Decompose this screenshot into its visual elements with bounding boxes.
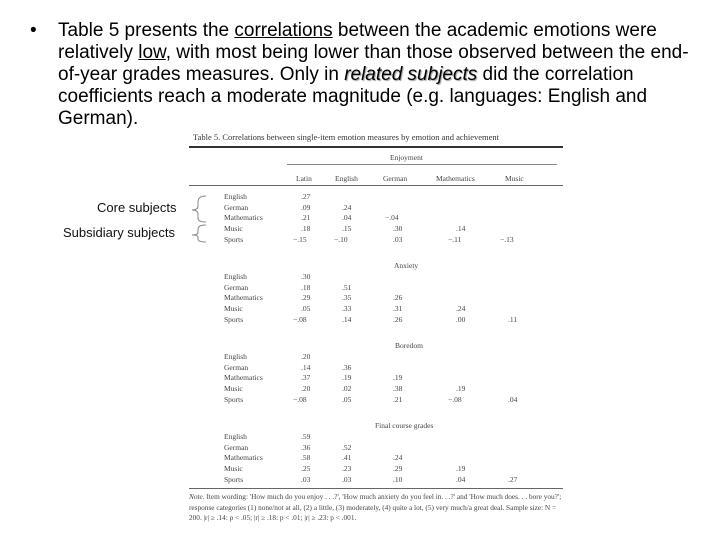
table-note-text: Item wording: 'How much do you enjoy . . .?', 'How much anxiety do you feel in. . .?' and 'How much does. . . bore you?'; response categories (1) none/not at all, (2) a little, (3) moderately, (4) quite a lot, (5) very much/a great deal. Sample size: N = 200. |r| ≥ .14: p < .05; |r| ≥ .18: p < .01; |r| ≥ .23: p < .001.: [189, 492, 562, 523]
table-cell: .20: [301, 384, 311, 394]
table-cell: .03: [301, 474, 311, 484]
table-cell: .29: [301, 293, 311, 303]
table-cell: −.15: [293, 234, 307, 244]
table-cell: .02: [342, 384, 352, 394]
table-caption-label: Table 5.: [193, 132, 221, 142]
table-cell: −.08: [293, 314, 307, 324]
table-cell: .05: [342, 394, 352, 404]
table-cell: .23: [342, 464, 352, 474]
row-label: Sports: [224, 394, 244, 404]
table-cell: .03: [342, 474, 352, 484]
text-related-subjects: related subjects: [344, 64, 478, 85]
table-cell: .21: [301, 213, 311, 223]
table-cell: .18: [301, 224, 311, 234]
table-cell: .19: [456, 464, 466, 474]
bullet-point: [30, 20, 700, 130]
table-cell: .04: [342, 213, 352, 223]
text-part-7: did the correlation coefficients reach a moderate magnitude (e.g. languages: English and German).: [58, 64, 648, 129]
row-label: Music: [224, 464, 243, 474]
table-cell: −.04: [385, 213, 399, 223]
table-cell: .21: [393, 394, 403, 404]
table-bottom-rule: [189, 488, 563, 489]
table-cell: −.08: [293, 394, 307, 404]
table-cell: .25: [301, 464, 311, 474]
table-cell: .24: [342, 202, 352, 212]
table-cell: −.11: [448, 234, 462, 244]
row-label: Mathematics: [224, 373, 263, 383]
table-cell: .29: [393, 464, 403, 474]
row-label: Mathematics: [224, 293, 263, 303]
table-cell: .03: [393, 234, 403, 244]
table-cell: .19: [393, 373, 403, 383]
row-label: Music: [224, 304, 243, 314]
table-cell: .27: [508, 474, 518, 484]
table-cell: .11: [508, 314, 518, 324]
col-head-latin: Latin: [296, 174, 312, 183]
subsidiary-subjects-label: Subsidiary subjects: [63, 225, 175, 240]
table-cell: .14: [342, 314, 352, 324]
table-cell: .31: [393, 304, 403, 314]
col-head-mathematics: Mathematics: [436, 174, 475, 183]
table-cell: .58: [301, 453, 311, 463]
table-cell: .35: [342, 293, 352, 303]
table-cell: .04: [456, 474, 466, 484]
text-low: low: [138, 42, 166, 63]
table-cell: .24: [456, 304, 466, 314]
table-cell: −.08: [448, 394, 462, 404]
table-top-rule: [189, 146, 563, 148]
row-label: Music: [224, 384, 243, 394]
correlation-table: [189, 130, 563, 540]
row-label: German: [224, 362, 249, 372]
core-subjects-label: Core subjects: [97, 200, 177, 215]
table-cell: .19: [342, 373, 352, 383]
text-part-1: Table 5 presents the: [58, 20, 235, 41]
row-label: German: [224, 442, 249, 452]
row-label: English: [224, 352, 247, 361]
section-title-anxiety: Anxiety: [394, 261, 419, 270]
header-rule: [287, 164, 557, 165]
table-cell: .52: [342, 442, 352, 452]
table-cell: .51: [342, 282, 352, 292]
text-part-3: between the academic emotions were relatively: [58, 20, 657, 63]
table-cell: .30: [301, 272, 311, 281]
table-cell: .14: [456, 224, 466, 234]
row-label: German: [224, 202, 249, 212]
row-label: Sports: [224, 234, 244, 244]
row-label: Sports: [224, 474, 244, 484]
text-correlations: correlations: [234, 20, 333, 41]
row-label: English: [224, 192, 247, 201]
table-cell: .37: [301, 373, 311, 383]
row-label: English: [224, 432, 247, 441]
table-caption: [193, 132, 499, 142]
table-cell: .26: [393, 314, 403, 324]
table-cell: .10: [393, 474, 403, 484]
table-cell: .24: [393, 453, 403, 463]
row-label: German: [224, 282, 249, 292]
table-note: [189, 492, 563, 524]
table-caption-text: Correlations between single-item emotion measures by emotion and achievement: [222, 132, 500, 142]
section-title-enjoyment: Enjoyment: [390, 153, 423, 162]
row-label: Sports: [224, 314, 244, 324]
table-cell: .14: [301, 362, 311, 372]
row-label: Music: [224, 224, 243, 234]
table-cell: .05: [301, 304, 311, 314]
column-rule: [189, 185, 563, 186]
table-cell: .41: [342, 453, 352, 463]
table-cell: .15: [342, 224, 352, 234]
table-cell: .18: [301, 282, 311, 292]
table-cell: .04: [508, 394, 518, 404]
table-cell: .36: [342, 362, 352, 372]
bullet-text: [58, 20, 700, 130]
table-cell: .19: [456, 384, 466, 394]
text-part-5: , with most being lower than those observed between the end-of-year grades measures. Only in: [58, 42, 689, 85]
table-note-label: Note.: [189, 492, 205, 501]
table-cell: .33: [342, 304, 352, 314]
bullet-dot: •: [30, 20, 37, 41]
section-title-final-course-grades: Final course grades: [375, 421, 434, 430]
col-head-music: Music: [505, 174, 524, 183]
table-cell: .36: [301, 442, 311, 452]
table-cell: −.13: [500, 234, 514, 244]
row-label: Mathematics: [224, 453, 263, 463]
table-cell: .20: [301, 352, 311, 361]
col-head-english: English: [335, 174, 358, 183]
table-cell: .00: [456, 314, 466, 324]
table-cell: .30: [393, 224, 403, 234]
col-head-german: German: [383, 174, 408, 183]
section-title-boredom: Boredom: [395, 341, 423, 350]
table-cell: .59: [301, 432, 311, 441]
table-cell: .09: [301, 202, 311, 212]
table-cell: .26: [393, 293, 403, 303]
row-label: Mathematics: [224, 213, 263, 223]
row-label: English: [224, 272, 247, 281]
table-cell: −.10: [334, 234, 348, 244]
table-cell: .38: [393, 384, 403, 394]
table-cell: .27: [301, 192, 311, 201]
